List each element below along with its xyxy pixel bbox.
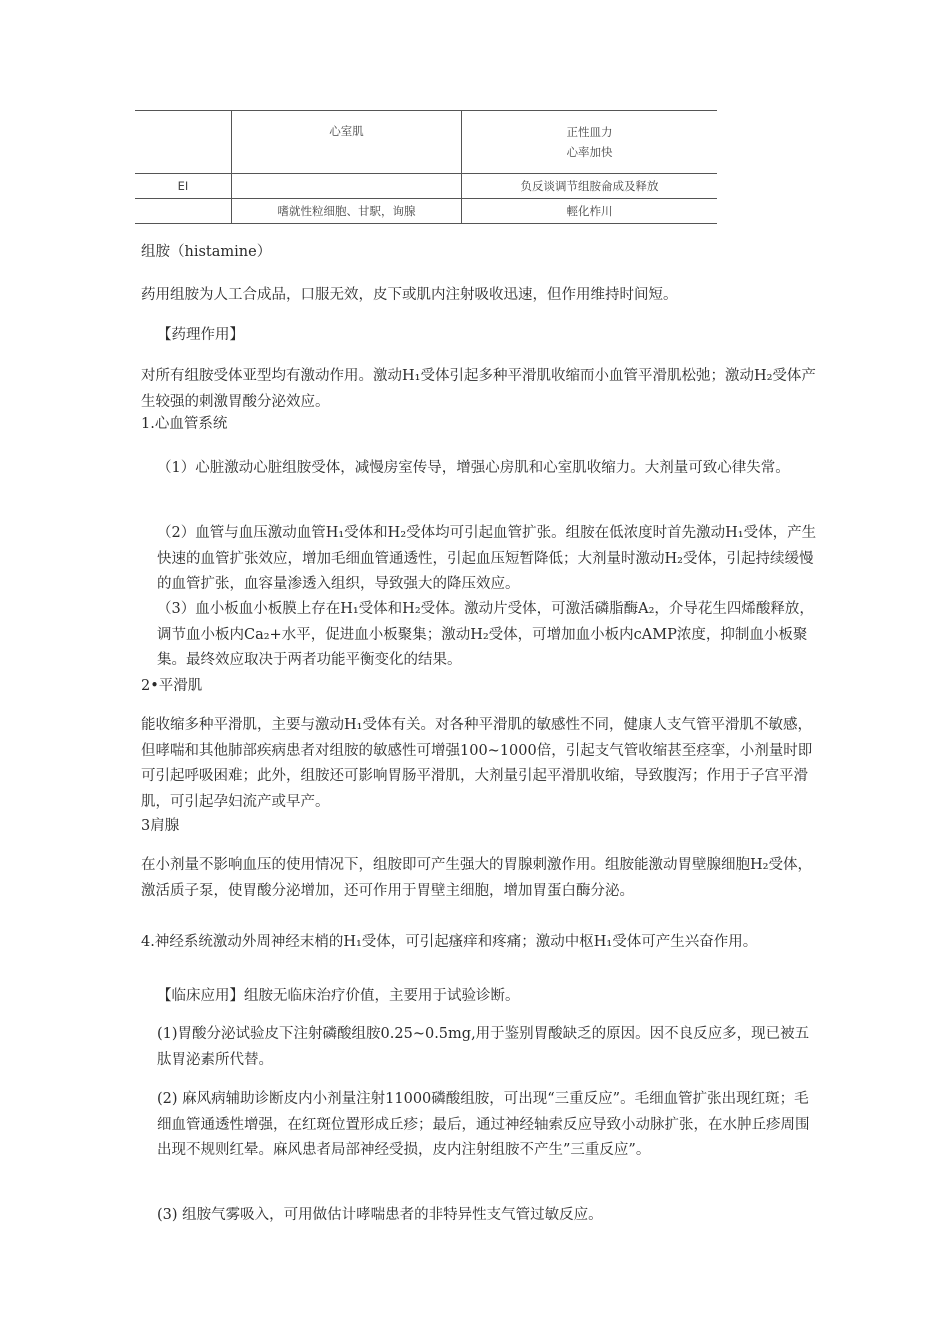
clinical-heading: 【临床应用】组胺无临床治疗价值，主要用于试验诊断。 bbox=[157, 988, 520, 1004]
cardiovascular-heart: （1）心脏激动心脏组胺受体，减慢房室传导，增强心房肌和心室肌收缩力。大剂量可致心律失常。 bbox=[157, 460, 790, 476]
table-cell: 嗜就性粒细胞、甘駅，询腺 bbox=[232, 199, 462, 224]
cardiovascular-platelets: （3）血小板血小板膜上存在H₁受体和H₂受体。激动片受体，可激活磷脂酶A₂，介导花生四烯酸释放，调节血小板内Ca₂+水平，促进血小板聚集；激动H₂受体，可增加血小板内cAMP浓度，抑制血小板聚集。最终效应取决于两者功能平衡变化的结果。 bbox=[157, 601, 814, 668]
clinical-item-2: (2) 麻风病辅助诊断皮内小剂量注射11000磷酸组胺，可出现“三重反应”。毛细血管扩张出现红斑；毛细血管通透性增强，在红斑位置形成丘疹；最后，通过神经轴索反应导致小动脉扩张，在水肿丘疹周围出现不规则红晕。麻风患者局部神经受损，皮内注射组胺不产生”三重反应”。 bbox=[157, 1091, 810, 1158]
clinical-item-1: (1)胃酸分泌试验皮下注射磷酸组胺0.25~0.5mg,用于鉴别胃酸缺乏的原因。因不良反应多，现已被五肽胃泌素所代替。 bbox=[157, 1026, 810, 1068]
table-cell: 輕化柞川 bbox=[462, 199, 718, 224]
pharmacology-intro: 对所有组胺受体亚型均有激动作用。激动H₁受体引起多种平滑肌收缩而小血管平滑肌松弛；激动H₂受体产生较强的刺激胃酸分泌效应。 bbox=[141, 368, 816, 410]
pharmacology-heading: 【药理作用】 bbox=[157, 327, 244, 343]
nervous-system-text: 4.神经系统激动外周神经末梢的H₁受体，可引起瘙痒和疼痛；激动中枢H₁受体可产生兴奋作用。 bbox=[141, 934, 758, 950]
table-cell: 负反谈调节组胺侖成及释放 bbox=[462, 174, 718, 199]
table-row bbox=[135, 174, 717, 199]
gland-text: 在小剂量不影响血压的使用情况下，组胺即可产生强大的胃腺刺激作用。组胺能激动胃壁腺细胞H₂受体，激活质子泵，使胃酸分泌增加，还可作用于胃壁主细胞，增加胃蛋白酶分泌。 bbox=[141, 857, 812, 899]
cell-line: 心率加快 bbox=[566, 145, 613, 159]
cell-line: 正性皿力 bbox=[566, 125, 613, 139]
table-row bbox=[135, 111, 717, 174]
cardiovascular-vessels: （2）血管与血压激动血管H₁受体和H₂受体均可引起血管扩张。组胺在低浓度时首先激动H₁受体，产生快速的血管扩张效应，增加毛细血管通透性，引起血压短暂降低；大剂量时激动H₂受体，引起持续缓慢的血管扩张，血容量渗透入组织，导致强大的降压效应。 bbox=[157, 525, 817, 592]
smooth-muscle-heading: 2•平滑肌 bbox=[141, 678, 203, 694]
table-cell: 心室肌 bbox=[232, 111, 462, 174]
receptor-table bbox=[135, 110, 717, 224]
cardiovascular-heading: 1.心血管系统 bbox=[141, 416, 228, 432]
smooth-muscle-text: 能收缩多种平滑肌，主要与激动H₁受体有关。对各种平滑肌的敏感性不同，健康人支气管平滑肌不敏感，但哮喘和其他肺部疾病患者对组胺的敏感性可增强100~1000倍，引起支气管收缩甚至痉挛，小剂量时即可引起呼吸困难；此外，组胺还可影响胃肠平滑肌，大剂量引起平滑肌收缩，导致腹泻；作用于子宫平滑肌，可引起孕妇流产或早产。 bbox=[141, 717, 813, 810]
table-cell bbox=[462, 111, 718, 174]
intro-paragraph: 药用组胺为人工合成品，口服无效，皮下或肌内注射吸收迅速，但作用维持时间短。 bbox=[141, 287, 678, 303]
table-row bbox=[135, 199, 717, 224]
table-cell bbox=[232, 174, 462, 199]
gland-heading: 3肩腺 bbox=[141, 818, 180, 834]
table-cell: EI bbox=[135, 174, 232, 199]
doc-title: 组胺（histamine） bbox=[141, 244, 272, 260]
table-cell bbox=[135, 111, 232, 174]
table-cell bbox=[135, 199, 232, 224]
clinical-item-3: (3) 组胺气雾吸入，可用做估计哮喘患者的非特异性支气管过敏反应。 bbox=[157, 1207, 603, 1223]
